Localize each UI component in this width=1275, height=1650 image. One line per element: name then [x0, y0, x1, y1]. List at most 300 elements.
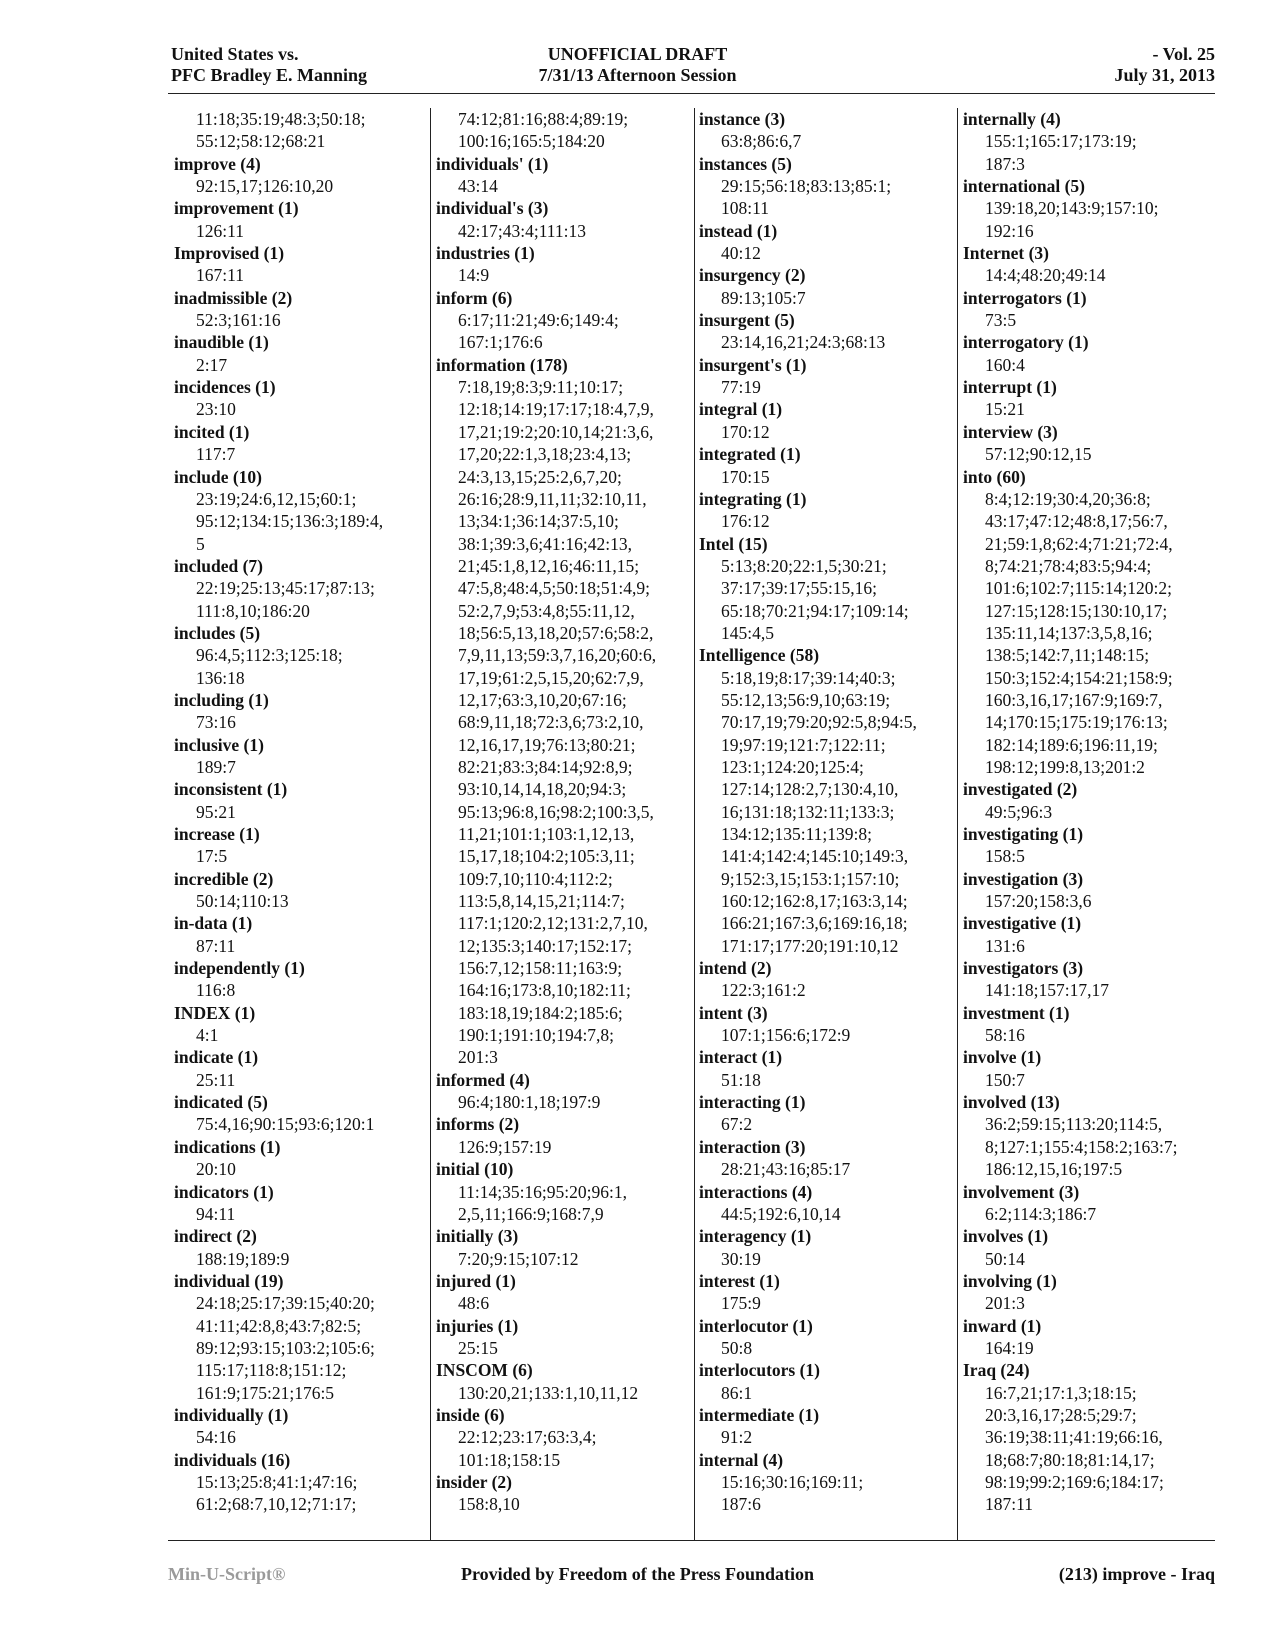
page-line-refs: 12:18;14:19;17:17;18:4,7,9, [458, 399, 654, 420]
index-entry [174, 153, 419, 198]
index-term: investigators (3) [963, 958, 1084, 979]
page-line-refs: 167:11 [196, 265, 244, 286]
page-line-refs: 126:9;157:19 [458, 1136, 552, 1157]
page-line-refs: 11:14;35:16;95:20;96:1, [458, 1181, 628, 1202]
index-entry [436, 242, 681, 287]
index-entry [963, 912, 1208, 957]
index-columns [168, 108, 1215, 1540]
index-entry [174, 555, 419, 622]
index-term: interrogators (1) [963, 287, 1087, 308]
index-term: initial (10) [436, 1159, 514, 1180]
index-entry [963, 175, 1208, 242]
index-term: indirect (2) [174, 1226, 257, 1247]
index-entry [174, 197, 419, 242]
page-line-refs: 157:20;158:3,6 [985, 891, 1092, 912]
index-term: inform (6) [436, 287, 513, 308]
index-term: inadmissible (2) [174, 287, 293, 308]
page-line-refs: 36:2;59:15;113:20;114:5, [985, 1114, 1163, 1135]
page-line-refs: 67:2 [721, 1114, 753, 1135]
page-line-refs: 14:9 [458, 265, 490, 286]
index-term: insurgent (5) [699, 310, 795, 331]
index-entry [436, 1471, 681, 1516]
index-entry [174, 957, 419, 1002]
page-line-refs: 101:18;158:15 [458, 1449, 561, 1470]
index-term: individual's (3) [436, 198, 549, 219]
page-line-refs: 42:17;43:4;111:13 [458, 220, 587, 241]
index-entry [174, 242, 419, 287]
page-line-refs: 131:6 [985, 935, 1025, 956]
index-entry [963, 1181, 1208, 1226]
index-term: Internet (3) [963, 243, 1050, 264]
page-line-refs: 17,20;22:1,3,18;23:4,13; [458, 444, 632, 465]
index-entry [174, 1270, 419, 1404]
page-line-refs: 171:17;177:20;191:10,12 [721, 935, 899, 956]
draft-label: UNOFFICIAL DRAFT [547, 44, 728, 64]
page-line-refs: 11,21;101:1;103:1,12,13, [458, 824, 635, 844]
page-line-refs: 150:7 [985, 1069, 1025, 1090]
page-line-refs: 109:7,10;110:4;112:2; [458, 868, 613, 889]
index-term: involves (1) [963, 1226, 1049, 1247]
page-line-refs: 160:12;162:8,17;163:3,14; [721, 891, 908, 912]
page-line-refs: 14;170:15;175:19;176:13; [985, 712, 1168, 733]
page-line-refs: 20:10 [196, 1159, 236, 1180]
page-line-refs: 21;59:1,8;62:4;71:21;72:4, [985, 533, 1173, 554]
page-line-refs: 50:14 [985, 1248, 1025, 1269]
index-term: interest (1) [699, 1270, 780, 1291]
page-line-refs: 57:12;90:12,15 [985, 444, 1092, 465]
index-entry [963, 376, 1208, 421]
session-title [0, 44, 1275, 86]
date-label: July 31, 2013 [1114, 65, 1215, 85]
page-line-refs: 51:18 [721, 1069, 761, 1090]
page-line-refs: 89:13;105:7 [721, 287, 806, 308]
index-entry [699, 264, 944, 309]
page-line-refs: 52:2,7,9;53:4,8;55:11,12, [458, 600, 635, 621]
index-entry [699, 1136, 944, 1181]
index-entry [436, 354, 681, 1069]
index-term: indications (1) [174, 1136, 281, 1157]
index-entry [436, 1270, 681, 1315]
index-entry [699, 1181, 944, 1226]
index-entry [699, 1091, 944, 1136]
footer-rule [168, 1540, 1215, 1541]
page-line-refs: 23:19;24:6,12,15;60:1; [196, 488, 357, 509]
index-entry [174, 1002, 419, 1047]
index-entry [174, 466, 419, 555]
page-line-refs: 94:11 [196, 1203, 236, 1224]
page-line-refs: 134:12;135:11;139:8; [721, 824, 873, 844]
page-line-refs: 58:16 [985, 1025, 1025, 1046]
index-term: involve (1) [963, 1047, 1042, 1068]
page-line-refs: 141:18;157:17,17 [985, 980, 1109, 1001]
page-line-refs: 44:5;192:6,10,14 [721, 1203, 841, 1224]
index-term: includes (5) [174, 622, 261, 643]
index-entry [436, 1069, 681, 1114]
index-term: insurgent's (1) [699, 354, 807, 375]
page-line-refs: 47:5,8;48:4,5;50:18;51:4,9; [458, 578, 651, 599]
index-term: integrating (1) [699, 488, 807, 509]
page-line-refs: 186:12,15,16;197:5 [985, 1159, 1123, 1180]
page-line-refs: 19;97:19;121:7;122:11; [721, 734, 886, 755]
page-line-refs: 26:16;28:9,11,11;32:10,11, [458, 488, 647, 509]
page-line-refs: 48:6 [458, 1293, 490, 1314]
index-entry [963, 1225, 1208, 1270]
index-column-1 [174, 108, 419, 1540]
min-u-script-logo: Min-U-Script® [168, 1564, 286, 1584]
header-rule [168, 93, 1215, 94]
index-entry [699, 1315, 944, 1360]
index-term: intent (3) [699, 1002, 768, 1023]
index-term: indicators (1) [174, 1181, 274, 1202]
page-line-refs: 91:2 [721, 1427, 753, 1448]
page-line-refs: 12,16,17,19;76:13;80:21; [458, 734, 636, 755]
page-line-refs: 13;34:1;36:14;37:5,10; [458, 511, 619, 532]
page-line-refs: 25:11 [196, 1069, 236, 1090]
page-line-refs: 16;131:18;132:11;133:3; [721, 801, 895, 822]
page-line-refs: 150:3;152:4;154:21;158:9; [985, 667, 1173, 688]
page-line-refs: 12;135:3;140:17;152:17; [458, 935, 633, 956]
index-term: Intel (15) [699, 533, 768, 554]
index-entry [699, 1225, 944, 1270]
page-line-refs: 20:3,16,17;28:5;29:7; [985, 1404, 1137, 1425]
page-line-refs: 77:19 [721, 377, 761, 398]
page-line-refs: 21;45:1,8,12,16;46:11,15; [458, 555, 640, 576]
page-line-refs: 95:13;96:8,16;98:2;100:3,5, [458, 801, 654, 822]
index-entry [963, 287, 1208, 332]
index-term: intend (2) [699, 958, 772, 979]
index-entry [963, 242, 1208, 287]
index-term: inside (6) [436, 1404, 505, 1425]
page-line-refs: 160:4 [985, 354, 1025, 375]
index-term: instances (5) [699, 153, 792, 174]
column-divider [957, 108, 958, 1540]
page-line-refs: 138:5;142:7,11;148:15; [985, 645, 1150, 666]
index-entry [174, 421, 419, 466]
page-line-refs: 115:17;118:8;151:12; [196, 1360, 347, 1381]
index-entry [174, 1449, 419, 1516]
index-column-3 [699, 108, 944, 1540]
page-line-refs: 96:4,5;112:3;125:18; [196, 645, 343, 666]
index-entry [963, 1091, 1208, 1180]
page-line-refs: 2:17 [196, 354, 228, 375]
page-line-refs: 22:19;25:13;45:17;87:13; [196, 578, 375, 599]
index-entry [963, 1002, 1208, 1047]
index-term: informs (2) [436, 1114, 520, 1135]
page-line-refs: 63:8;86:6,7 [721, 131, 802, 152]
page-line-refs: 187:3 [985, 153, 1025, 174]
page-line-refs: 15:21 [985, 399, 1025, 420]
index-entry [174, 823, 419, 868]
index-entry [436, 287, 681, 354]
page-line-refs: 68:9,11,18;72:3,6;73:2,10, [458, 712, 644, 733]
index-term: interview (3) [963, 421, 1058, 442]
index-entry [963, 1270, 1208, 1315]
index-term: involvement (3) [963, 1181, 1080, 1202]
page-line-refs: 113:5,8,14,15,21;114:7; [458, 891, 625, 912]
index-term: INSCOM (6) [436, 1360, 533, 1381]
page-line-refs: 187:11 [985, 1494, 1033, 1515]
page-line-refs: 41:11;42:8,8;43:7;82:5; [196, 1315, 362, 1336]
index-term: instance (3) [699, 109, 786, 129]
page-line-refs: 190:1;191:10;194:7,8; [458, 1025, 615, 1046]
page-line-refs: 8:4;12:19;30:4,20;36:8; [985, 488, 1151, 509]
index-term: individual (19) [174, 1270, 284, 1291]
index-entry [699, 1270, 944, 1315]
index-entry [436, 1158, 681, 1225]
page-line-refs: 192:16 [985, 220, 1034, 241]
index-term: interaction (3) [699, 1136, 806, 1157]
page-line-refs: 29:15;56:18;83:13;85:1; [721, 176, 892, 197]
index-entry [963, 108, 1208, 175]
column-divider [694, 108, 695, 1540]
index-entry [963, 1359, 1208, 1515]
page-line-refs: 5:13;8:20;22:1,5;30:21; [721, 555, 887, 576]
index-term: interacting (1) [699, 1092, 806, 1113]
index-entry [963, 466, 1208, 779]
index-entry [174, 868, 419, 913]
page-line-refs: 11:18;35:19;48:3;50:18; [196, 109, 366, 129]
page-line-refs: 130:20,21;133:1,10,11,12 [458, 1382, 639, 1403]
page-line-refs: 167:1;176:6 [458, 332, 543, 353]
page-line-refs: 201:3 [985, 1293, 1025, 1314]
page-line-refs: 100:16;165:5;184:20 [458, 131, 605, 152]
index-term: informed (4) [436, 1069, 530, 1090]
page-line-refs: 117:1;120:2,12;131:2,7,10, [458, 913, 648, 934]
index-term: industries (1) [436, 243, 535, 264]
index-entry [963, 778, 1208, 823]
page-line-refs: 65:18;70:21;94:17;109:14; [721, 600, 909, 621]
page-line-refs: 7:18,19;8:3;9:11;10:17; [458, 377, 624, 398]
page-line-refs: 176:12 [721, 511, 770, 532]
index-term: interact (1) [699, 1047, 783, 1068]
page-line-refs: 183:18,19;184:2;185:6; [458, 1002, 623, 1023]
page-line-refs: 73:16 [196, 712, 236, 733]
page-line-refs: 18;56:5,13,18,20;57:6;58:2, [458, 622, 654, 643]
page-line-refs: 170:12 [721, 421, 770, 442]
page-line-refs: 164:19 [985, 1337, 1034, 1358]
page-line-refs: 7:20;9:15;107:12 [458, 1248, 579, 1269]
page-line-refs: 101:6;102:7;115:14;120:2; [985, 578, 1172, 599]
index-entry [699, 108, 944, 153]
index-entry [699, 1002, 944, 1047]
index-term: involved (13) [963, 1092, 1060, 1113]
page-line-refs: 17,19;61:2,5,15,20;62:7,9, [458, 667, 644, 688]
page-line-refs: 164:16;173:8,10;182:11; [458, 980, 631, 1001]
index-entry [699, 957, 944, 1002]
page-line-refs: 92:15,17;126:10,20 [196, 176, 334, 197]
page-line-refs: 95:21 [196, 801, 236, 822]
page-line-refs: 9;152:3,15;153:1;157:10; [721, 868, 900, 889]
index-term: incidences (1) [174, 377, 276, 398]
index-entry [699, 309, 944, 354]
page-line-refs: 8;127:1;155:4;158:2;163:7; [985, 1136, 1178, 1157]
page-line-refs: 145:4,5 [721, 622, 774, 643]
index-term: injured (1) [436, 1270, 516, 1291]
page-line-refs: 28:21;43:16;85:17 [721, 1159, 851, 1180]
index-term: initially (3) [436, 1226, 519, 1247]
page-line-refs: 122:3;161:2 [721, 980, 806, 1001]
page-line-refs: 22:12;23:17;63:3,4; [458, 1427, 597, 1448]
index-entry [699, 488, 944, 533]
page-line-refs: 98:19;99:2;169:6;184:17; [985, 1471, 1164, 1492]
page-line-refs: 136:18 [196, 667, 245, 688]
page-line-refs: 23:10 [196, 399, 236, 420]
index-term: indicate (1) [174, 1047, 259, 1068]
page-line-refs: 4:1 [196, 1025, 219, 1046]
index-term: improvement (1) [174, 198, 299, 219]
index-term: information (178) [436, 354, 568, 375]
page-line-refs: 155:1;165:17;173:19; [985, 131, 1137, 152]
page-line-refs: 8;74:21;78:4;83:5;94:4; [985, 555, 1152, 576]
index-term: individually (1) [174, 1404, 289, 1425]
page-line-refs: 170:15 [721, 466, 770, 487]
index-entry [174, 1181, 419, 1226]
case-caption-line-2: PFC Bradley E. Manning [171, 65, 368, 85]
page-line-refs: 25:15 [458, 1337, 498, 1358]
index-entry [436, 1315, 681, 1360]
index-term: insider (2) [436, 1471, 512, 1492]
page-line-refs: 17:5 [196, 846, 228, 867]
index-entry [174, 1225, 419, 1270]
page-line-refs: 166:21;167:3,6;169:16,18; [721, 913, 908, 934]
index-term: interlocutors (1) [699, 1360, 821, 1381]
index-term: improve (4) [174, 153, 261, 174]
index-term: interrupt (1) [963, 377, 1057, 398]
index-column-2 [436, 108, 681, 1540]
page-line-refs: 36:19;38:11;41:19;66:16, [985, 1427, 1163, 1448]
page-line-refs: 15:16;30:16;169:11; [721, 1471, 864, 1492]
page-line-refs: 7,9,11,13;59:3,7,16,20;60:6, [458, 645, 657, 666]
index-column-4 [963, 108, 1208, 1540]
page-line-refs: 87:11 [196, 935, 236, 956]
page-line-refs: 30:19 [721, 1248, 761, 1269]
index-entry [174, 734, 419, 779]
index-entry [699, 398, 944, 443]
index-term: inward (1) [963, 1315, 1042, 1336]
index-entry [436, 1113, 681, 1158]
page-line-refs: 201:3 [458, 1047, 498, 1068]
page-line-refs: 161:9;175:21;176:5 [196, 1382, 335, 1403]
index-term: investigative (1) [963, 913, 1082, 934]
page-line-refs: 96:4;180:1,18;197:9 [458, 1092, 601, 1113]
page-line-refs: 24:3,13,15;25:2,6,7,20; [458, 466, 622, 487]
index-term: including (1) [174, 689, 269, 710]
index-term: involving (1) [963, 1270, 1057, 1291]
page-line-refs: 55:12,13;56:9,10;63:19; [721, 689, 891, 710]
index-term: included (7) [174, 555, 263, 576]
index-entry [174, 622, 419, 689]
page-line-refs: 95:12;134:15;136:3;189:4, [196, 511, 384, 532]
index-entry [699, 153, 944, 220]
page-line-refs: 54:16 [196, 1427, 236, 1448]
index-entry [174, 912, 419, 957]
provider-credit: Provided by Freedom of the Press Foundation [460, 1564, 814, 1584]
page-line-refs: 75:4,16;90:15;93:6;120:1 [196, 1114, 375, 1135]
index-entry [436, 1359, 681, 1404]
index-entry [174, 1046, 419, 1091]
index-term: interlocutor (1) [699, 1315, 813, 1336]
page-line-refs: 156:7,12;158:11;163:9; [458, 958, 623, 979]
page-line-refs: 93:10,14,14,18,20;94:3; [458, 779, 627, 800]
page-line-refs: 43:14 [458, 176, 498, 197]
index-entry [963, 331, 1208, 376]
index-entry [174, 108, 419, 153]
index-entry [174, 1404, 419, 1449]
index-term: investment (1) [963, 1002, 1070, 1023]
index-term: INDEX (1) [174, 1002, 256, 1023]
page-line-refs: 175:9 [721, 1293, 761, 1314]
page-line-refs: 158:8,10 [458, 1494, 520, 1515]
index-entry [436, 1225, 681, 1270]
page-line-refs: 141:4;142:4;145:10;149:3, [721, 846, 909, 867]
session-label: 7/31/13 Afternoon Session [538, 65, 737, 85]
index-term: integral (1) [699, 399, 783, 420]
index-entry [699, 443, 944, 488]
page-line-refs: 198:12;199:8,13;201:2 [985, 756, 1145, 777]
index-term: incredible (2) [174, 868, 274, 889]
index-entry [699, 1359, 944, 1404]
index-term: injuries (1) [436, 1315, 519, 1336]
index-entry [963, 823, 1208, 868]
index-term: independently (1) [174, 958, 305, 979]
index-term: in-data (1) [174, 913, 253, 934]
index-entry [699, 1046, 944, 1091]
page-line-refs: 108:11 [721, 198, 769, 219]
page-line-refs: 117:7 [196, 444, 236, 465]
index-entry [174, 689, 419, 734]
index-term: international (5) [963, 176, 1086, 197]
index-term: interrogatory (1) [963, 332, 1089, 353]
index-entry [963, 1046, 1208, 1091]
index-entry [963, 868, 1208, 913]
index-term: include (10) [174, 466, 262, 487]
index-entry [699, 220, 944, 265]
index-entry [963, 421, 1208, 466]
page-line-refs: 6:17;11:21;49:6;149:4; [458, 310, 619, 331]
index-entry [174, 1136, 419, 1181]
page-line-refs: 135:11,14;137:3,5,8,16; [985, 622, 1153, 643]
page-line-refs: 37:17;39:17;55:15,16; [721, 578, 878, 599]
page-line-refs: 158:5 [985, 846, 1025, 867]
index-entry [174, 1091, 419, 1136]
page-line-refs: 24:18;25:17;39:15;40:20; [196, 1293, 375, 1314]
index-term: integrated (1) [699, 444, 801, 465]
page-line-refs: 123:1;124:20;125:4; [721, 756, 864, 777]
index-entry [174, 778, 419, 823]
page-line-refs: 187:6 [721, 1494, 761, 1515]
index-entry [436, 108, 681, 153]
page-line-refs: 6:2;114:3;186:7 [985, 1203, 1097, 1224]
page-line-refs: 89:12;93:15;103:2;105:6; [196, 1337, 375, 1358]
index-term: internally (4) [963, 109, 1061, 129]
page-line-refs: 189:7 [196, 756, 236, 777]
page-line-refs: 182:14;189:6;196:11,19; [985, 734, 1158, 755]
page-line-refs: 126:11 [196, 220, 244, 241]
page-line-refs: 15,17,18;104:2;105:3,11; [458, 846, 635, 867]
page-line-refs: 70:17,19;79:20;92:5,8;94:5, [721, 712, 917, 733]
index-term: instead (1) [699, 220, 778, 241]
index-term: indicated (5) [174, 1092, 268, 1113]
page-line-refs: 127:14;128:2,7;130:4,10, [721, 779, 899, 800]
index-entry [174, 331, 419, 376]
index-term: Iraq (24) [963, 1360, 1030, 1381]
column-divider [430, 108, 431, 1540]
page-line-refs: 18;68:7;80:18;81:14,17; [985, 1449, 1155, 1470]
index-entry [699, 1404, 944, 1449]
page-line-refs: 16:7,21;17:1,3;18:15; [985, 1382, 1137, 1403]
index-entry [699, 644, 944, 957]
page-line-refs: 15:13;25:8;41:1;47:16; [196, 1471, 358, 1492]
